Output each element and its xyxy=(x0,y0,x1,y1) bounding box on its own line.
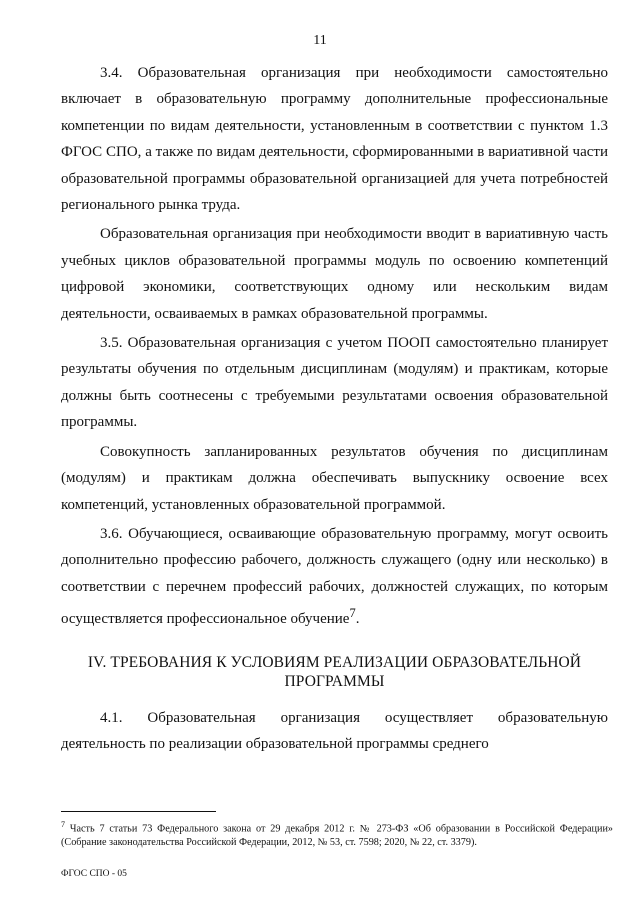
footnote-separator xyxy=(61,811,216,812)
paragraph-3-6-text: 3.6. Обучающиеся, осваивающие образовательную программу, могут освоить дополнительно профессию рабочего, должность служащего (одну или несколько) в соответствии с перечнем профессий рабочих, должностей служащих, по которым осуществляется профессиональное обучение xyxy=(61,525,608,628)
footnote-text: Часть 7 статьи 73 Федерального закона от 29 декабря 2012 г. № 273-ФЗ «Об образовании в Российской Федерации» (Собрание законодательства Российской Федерации, 2012, № 53, ст. 7598; 2020, № 22, ст. 3379). xyxy=(61,823,613,849)
paragraph-4-1: 4.1. Образовательная организация осуществляет образовательную деятельность по реализации образовательной программы среднего xyxy=(61,709,608,752)
page-number: 11 xyxy=(313,33,327,48)
paragraph-3-6 xyxy=(61,521,608,633)
document-body xyxy=(61,60,608,757)
paragraph-3-5: 3.5. Образовательная организация с учетом ПООП самостоятельно планирует результаты обучения по отдельным дисциплинам (модулям) и практикам, которые должны быть соотнесены с требуемыми результатами освоения образовательной программы. xyxy=(61,335,608,431)
paragraph-digital-economy: Образовательная организация при необходимости вводит в вариативную часть учебных циклов образовательной программы модуль по освоению компетенций цифровой экономики, соответствующих одному или нескольким видам деятельности, осваиваемых в рамках образовательной программы. xyxy=(61,226,608,322)
section-heading-line-2: ПРОГРАММЫ xyxy=(284,672,385,690)
footnote xyxy=(61,818,613,850)
footnote-marker: 7 xyxy=(61,820,65,829)
paragraph-3-4: 3.4. Образовательная организация при необходимости самостоятельно включает в образовательную программу дополнительные профессиональные компетенции по видам деятельности, установленным в соответствии с пунктом 1.3 ФГОС СПО, а также по видам деятельности, сформированными в вариативной части образовательной программы образовательной организацией для учета потребностей регионального рынка труда. xyxy=(61,65,608,214)
section-heading-line-1: IV. ТРЕБОВАНИЯ К УСЛОВИЯМ РЕАЛИЗАЦИИ ОБРАЗОВАТЕЛЬНОЙ xyxy=(87,653,582,671)
footer-code: ФГОС СПО - 05 xyxy=(61,869,127,879)
footnote-reference: 7 xyxy=(349,606,356,621)
paragraph-3-6-end: . xyxy=(355,611,360,628)
section-heading xyxy=(61,653,608,691)
paragraph-learning-results: Совокупность запланированных результатов обучения по дисциплинам (модулям) и практикам должна обеспечивать выпускнику освоение всех компетенций, установленных образовательной программой. xyxy=(61,443,608,513)
